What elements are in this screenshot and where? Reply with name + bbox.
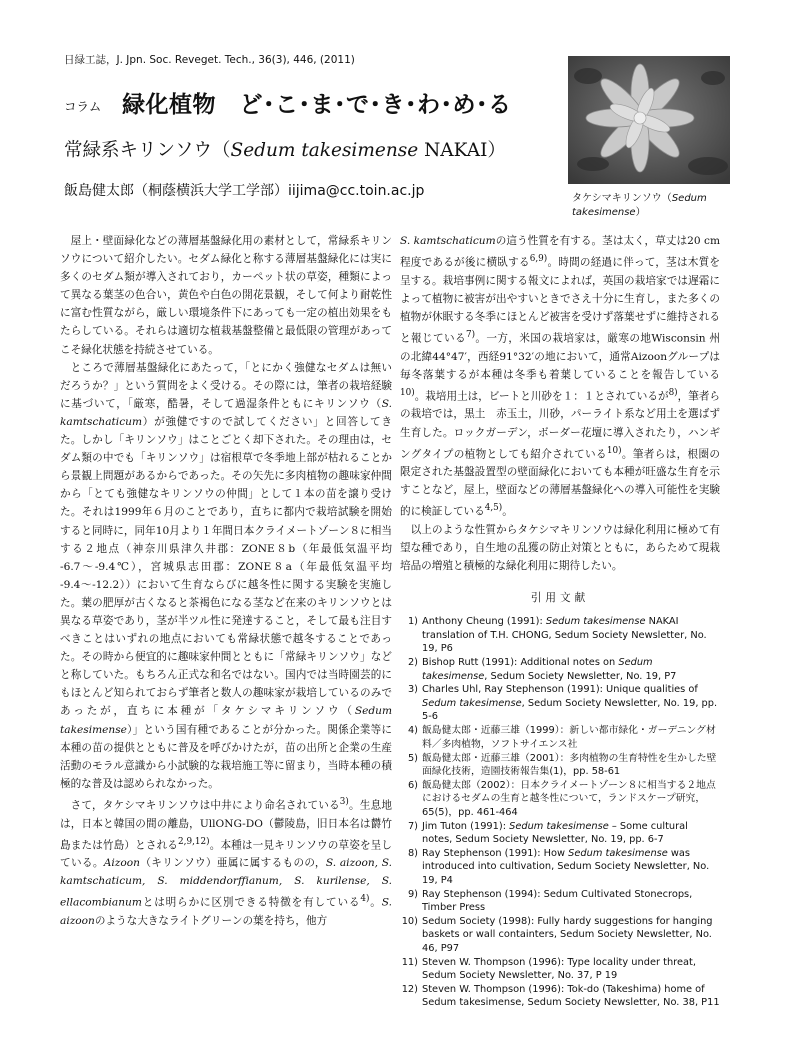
- reference-item: [400, 752, 720, 779]
- p3-text-e: とは明らかに区別できる特徴を有している: [141, 896, 361, 909]
- article-title-author: NAKAI: [418, 140, 488, 161]
- reference-number: 9): [407, 888, 418, 900]
- caption-latin: Sedum takesimense: [572, 193, 707, 218]
- p3-text-n: 。: [502, 505, 513, 518]
- reference-text-tail: , Sedum Society Newsletter, No. 19, pp. 5-6: [422, 697, 718, 723]
- p3-sup-a: 3): [339, 796, 349, 807]
- paragraph-3-cont: [400, 232, 720, 521]
- photo-caption: [572, 192, 732, 220]
- caption-prefix: タケシマキリンソウ（: [572, 193, 672, 204]
- p2-latin-a: S. kamtschaticum: [60, 397, 392, 428]
- p3-text-l: ，筆者らの栽培では，黒土 赤玉土，川砂，パーライト系など用土を選ばず生育した。ロックガーデン，ボーダー花壇に導入されたり，ハンギングタイプの植物としても紹介されている: [400, 390, 721, 461]
- p2-text-c: ）」という国有種であることが分かった。関係企業等に本種の苗の提供とともに普及を呼びかけたが，苗の出所と企業の生産活動のモラル意識から小試験的な栽培施工等に留まり，当時本種の積極的な普及は認められなかった。: [60, 723, 392, 790]
- p3-text-a: さて，タケシマキリンソウは中井により命名されている: [70, 799, 340, 812]
- reference-text: Ray Stephenson (1991): How: [422, 847, 569, 859]
- references-heading: 引用文献: [530, 592, 590, 605]
- body-right-column: [400, 232, 720, 1010]
- p3-sup-j: 10): [400, 387, 415, 398]
- journal-citation: 日緑工誌，J. Jpn. Soc. Reveget. Tech., 36(3), 446, (2011): [64, 54, 355, 66]
- reference-text: 飯島健太郎・近藤三雄（1999）：新しい都市緑化・ガーデニング材料／多肉植物，ソフトサイエンス社: [422, 725, 716, 750]
- p3-text-k: 。栽培用土は，ビートと川砂を１：１とされているが: [414, 390, 669, 403]
- reference-text: 飯島健太郎・近藤三雄（2001）：多肉植物の生育特性を生かした壁面緑化技術，造園技術報告集(1)，pp. 58-61: [422, 752, 717, 777]
- reference-list: [400, 615, 720, 1009]
- p3-sup-l: 10): [606, 445, 622, 456]
- reference-text-tail: was introduced into cultivation, Sedum Society Newsletter, No. 19, P4: [422, 847, 710, 886]
- p3-text-j: 。一方，米国の栽培家は，厳寒の地Wisconsin 州の北緯44°47′，西経91°32′の地において，通常Aizoonグループは毎冬落葉するが本種は冬季も着葉していることを報告している: [400, 332, 720, 381]
- paragraph-3-start: [60, 793, 392, 930]
- reference-text: Steven W. Thompson (1996): Tok-do (Takeshima) home of Sedum takesimense, Sedum Society Newsletter, No. 38, P11: [422, 983, 720, 1009]
- reference-number: 5): [407, 752, 418, 764]
- reference-item: [400, 615, 720, 655]
- reference-item: [400, 683, 720, 723]
- author-line: 飯島健太郎（桐蔭横浜大学工学部）iijima@cc.toin.ac.jp: [64, 183, 425, 199]
- article-title-latin: Sedum takesimense: [230, 140, 419, 161]
- p3-latin-d: S. aizoon, S. kamtschaticum, S. middendorffianum, S. kurilense, S. ellacombianum: [60, 857, 393, 909]
- p3-sup-m: 4,5): [484, 503, 503, 514]
- p3-latin-f: S. aizoon: [60, 896, 392, 928]
- reference-number: 8): [407, 847, 418, 859]
- p3-text-f: 。: [369, 896, 382, 909]
- p2-latin-b: Sedum takesimense: [60, 705, 392, 736]
- p3-sup-b: 2,9,12): [178, 836, 210, 847]
- reference-text-tail: , Sedum Society Newsletter, No. 19, P7: [484, 670, 677, 682]
- p3-text-g: のような大きなライトグリーンの葉を持ち，他方: [94, 915, 328, 928]
- column-label: コラム: [64, 99, 102, 114]
- paragraph-1: 屋上・壁面緑化などの薄層基盤緑化用の素材として，常緑系キリンソウについて紹介したい。セダム緑化と称する薄層基盤緑化には実に多くのセダム類が導入されており，カーペット状の草姿，種類によって異なる葉茎の色合い，黄色や白色の開花景観，そして何より耐乾性に富む性質ながら，厳しい環境条件下にあっても一定の植出効果をもたらしている。それらは適切な植栽基盤整備と最低限の管理があってこそ緑化状態を持続させている。: [60, 235, 392, 356]
- paragraph-4: 以上のような性質からタケシマキリンソウは緑化利用に極めて有望な種であり，自生地の乱獲の防止対策とともに，あらためて現栽培品の増殖と積極的な緑化利用に期待したい。: [400, 524, 720, 573]
- reference-item: [400, 656, 720, 683]
- reference-item: [400, 888, 720, 915]
- p2-text-a: ところで薄層基盤緑化にあたって，「とにかく強健なセダムは無いだろうか？」という質問をよく受ける。その際には，筆者の栽培経験に基づいて，「厳寒，酷暑，そして過湿条件ともにキリンソウ（: [60, 361, 392, 410]
- reference-text-tail: – Some cultural notes, Sedum Society Newsletter, No. 19, pp. 6-7: [422, 820, 688, 845]
- p3-text-c: 。本種は一見キリンソウの草姿を呈している。: [60, 839, 393, 870]
- caption-suffix: ）: [635, 207, 646, 218]
- p3-latin-c: Aizoon: [103, 857, 140, 870]
- reference-latin: Sedum takesimense: [568, 847, 668, 859]
- p3-sup-i: 7): [465, 330, 476, 340]
- reference-item: [400, 956, 720, 983]
- reference-number: 1): [407, 616, 418, 628]
- column-title: 緑化植物 ど･こ･ま･で･き･わ･め･る: [122, 92, 512, 118]
- reference-latin: Sedum takesimense: [422, 697, 522, 709]
- p3-sup-h: 6,9): [529, 254, 548, 265]
- article-title-prefix: 常緑系キリンソウ（: [64, 140, 231, 161]
- reference-latin: Sedum takesimense: [422, 657, 653, 682]
- reference-text: Jim Tuton (1991):: [422, 820, 510, 832]
- reference-item: [400, 915, 720, 955]
- plant-rosette-image: [568, 56, 730, 184]
- reference-number: 10): [401, 915, 418, 927]
- p3-text-i: 。時間の経過に伴って，茎は木質を呈する。栽培事例に関する報文によれば，英国の栽培家では遅霜によって植物に被害が出やすいときでさえ十分に生育し，また多くの植物が休眠する冬季にほとんど被害を受けず落葉せずに維持されると報じている: [400, 256, 721, 345]
- reference-number: 4): [407, 725, 418, 737]
- reference-latin: Sedum takesimense: [545, 616, 646, 628]
- reference-item: [400, 983, 720, 1010]
- reference-item: [400, 820, 720, 847]
- p3-sup-k: 8): [668, 387, 678, 398]
- reference-text: Charles Uhl, Ray Stephenson (1991): Unique qualities of: [422, 684, 698, 696]
- reference-number: 11): [401, 956, 418, 968]
- body-left-column: [60, 232, 392, 930]
- reference-item: [400, 779, 720, 819]
- reference-number: 2): [407, 657, 418, 669]
- reference-item: [400, 724, 720, 751]
- reference-number: 3): [407, 684, 418, 696]
- p3-latin-g: S. kamtschaticum: [400, 235, 496, 247]
- plant-photo: [568, 56, 730, 184]
- reference-number: 7): [407, 820, 418, 832]
- reference-text: 飯島健太郎（2002）：日本クライメートゾーン８に相当する２地点におけるセダムの生育と越冬性について，ランドスケープ研究，65(5)，pp. 461-464: [422, 779, 716, 818]
- reference-number: 6): [407, 779, 418, 791]
- reference-item: [400, 847, 720, 887]
- p3-sup-e: 4): [360, 894, 370, 905]
- reference-text: Bishop Rutt (1991): Additional notes on: [422, 657, 619, 669]
- paragraph-2: [60, 359, 392, 793]
- reference-latin: Sedum takesimense: [509, 820, 609, 832]
- reference-text-tail: NAKAI translation of T.H. CHONG, Sedum Society Newsletter, No. 19, P6: [422, 616, 707, 655]
- p3-text-d: （キリンソウ）亜属に属するものの，: [139, 857, 326, 870]
- reference-text: Ray Stephenson (1994): Sedum Cultivated Stonecrops, Timber Press: [422, 888, 693, 913]
- p2-text-b: ）が強健ですので試してください」と回答してきた。しかし「キリンソウ」はことごとく却下された。その理由は，セダム類の中でも「キリンソウ」は宿根草で冬季地上部が枯れることから景観上問題があるからであった。その矢先に多肉植物の趣味家仲間から「とても強健なキリンソウの仲間」として１本の苗を譲り受けた。それは1999年６月のことであり，直ちに都内で栽培試験を開始すると同時に，同年10月より１年間日本クライメートゾーン８に相当する２地点（神奈川県津久井郡：ZONE８b（年最低気温平均 -6.7〜-9.4℃），宮城県志田郡：ZONE８a（年最低気温平均 -9.4〜-12.2））において生育ならびに越冬性に関する実験を実施した。葉の肥厚が古くなると茶褐色になる茎など在来のキリンソウとは異なる草姿であり，茎が半ツル性に発達すること，そして最も注目すべきことはいずれの地点においても常緑状態で越冬することであった。その時から便宜的に趣味家仲間とともに「常緑キリンソウ」などと称していた。もちろん正式な和名ではない。国内では当時園芸的にもほとんど知られておらず筆者と数人の趣味家が栽培しているのみであったが，直ちに本種が「タケシマキリンソウ（: [60, 415, 392, 718]
- article-title-suffix: ）: [487, 140, 506, 161]
- p3-text-b: 。生息地は，日本と韓国の間の離島，UllONG-DO（鬱陵島，旧日本名は欝竹島または竹島）とされる: [60, 799, 392, 852]
- reference-text: Sedum Society (1998): Fully hardy suggestions for hanging baskets or wall containters, Sedum Society Newsletter, No. 46, P97: [422, 915, 713, 954]
- reference-text: Anthony Cheung (1991):: [422, 616, 546, 628]
- article-title: [64, 136, 506, 162]
- reference-number: 12): [401, 983, 418, 995]
- reference-text: Steven W. Thompson (1996): Type locality under threat, Sedum Society Newsletter, No. 37, P 19: [422, 956, 696, 981]
- p3-text-m: 。筆者らは，根圏の限定された基盤設置型の壁面緑化においても本種が旺盛な生育を示すことなど，屋上，壁面などの薄層基盤緑化への導入可能性を実験的に検証している: [400, 448, 721, 518]
- p3-text-h: の這う性質を有する。茎は太く，草丈は20 cm程度であるが後に横臥する: [400, 235, 720, 269]
